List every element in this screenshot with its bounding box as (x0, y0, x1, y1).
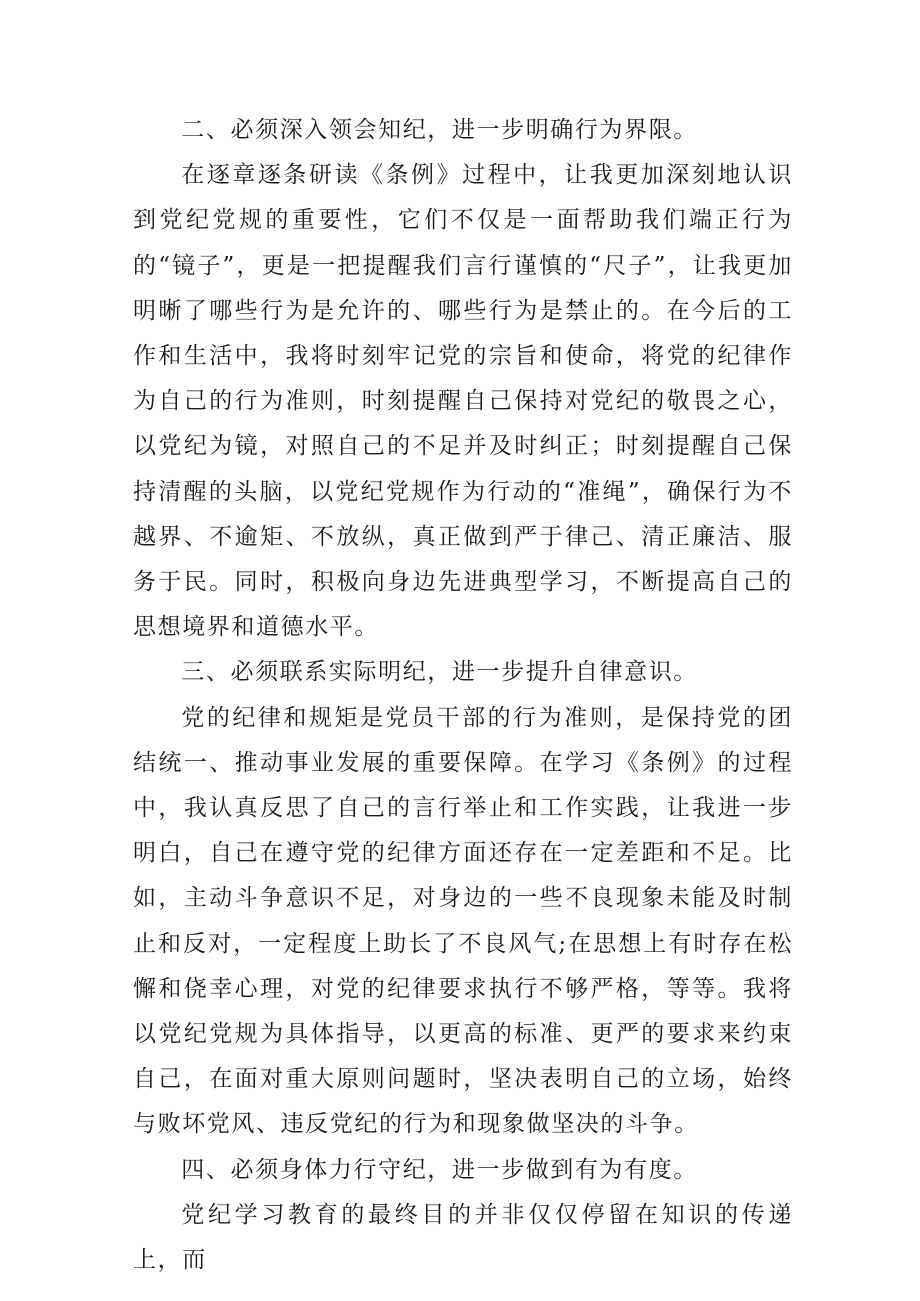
body-paragraph-4: 党纪学习教育的最终目的并非仅仅停留在知识的传递上，而 (133, 1201, 793, 1274)
body-paragraph-3: 党的纪律和规矩是党员干部的行为准则，是保持党的团结统一、推动事业发展的重要保障。在学习《条例》的过程中，我认真反思了自己的言行举止和工作实践，让我进一步明白，自己在遵守党的纪律方面还存在一定差距和不足。比如，主动斗争意识不足，对身边的一些不良现象未能及时制止和反对，一定程度上助长了不良风气;在思想上有时存在松懈和侥幸心理，对党的纪律要求执行不够严格，等等。我将以党纪党规为具体指导，以更高的标准、更严的要求来约束自己，在面对重大原则问题时，坚决表明自己的立场，始终与败坏党风、违反党纪的行为和现象做坚决的斗争。 (133, 704, 793, 1138)
section-heading-2: 二、必须深入领会知纪，进一步明确行为界限。 (181, 117, 698, 143)
body-paragraph-2: 在逐章逐条研读《条例》过程中，让我更加深刻地认识到党纪党规的重要性，它们不仅是一面帮助我们端正行为的“镜子”，更是一把提醒我们言行谨慎的“尺子”，让我更加明晰了哪些行为是允许的、哪些行为是禁止的。在今后的工作和生活中，我将时刻牢记党的宗旨和使命，将党的纪律作为自己的行为准则，时刻提醒自己保持对党纪的敬畏之心，以党纪为镜，对照自己的不足并及时纠正；时刻提醒自己保持清醒的头脑，以党纪党规作为行动的“准绳”，确保行为不越界、不逾矩、不放纵，真正做到严于律己、清正廉洁、服务于民。同时，积极向身边先进典型学习，不断提高自己的思想境界和道德水平。 (133, 162, 793, 641)
section-heading-3: 三、必须联系实际明纪，进一步提升自律意识。 (181, 659, 698, 686)
section-heading-4: 四、必须身体力行守纪，进一步做到有为有度。 (181, 1156, 698, 1183)
document-body (133, 108, 793, 1283)
